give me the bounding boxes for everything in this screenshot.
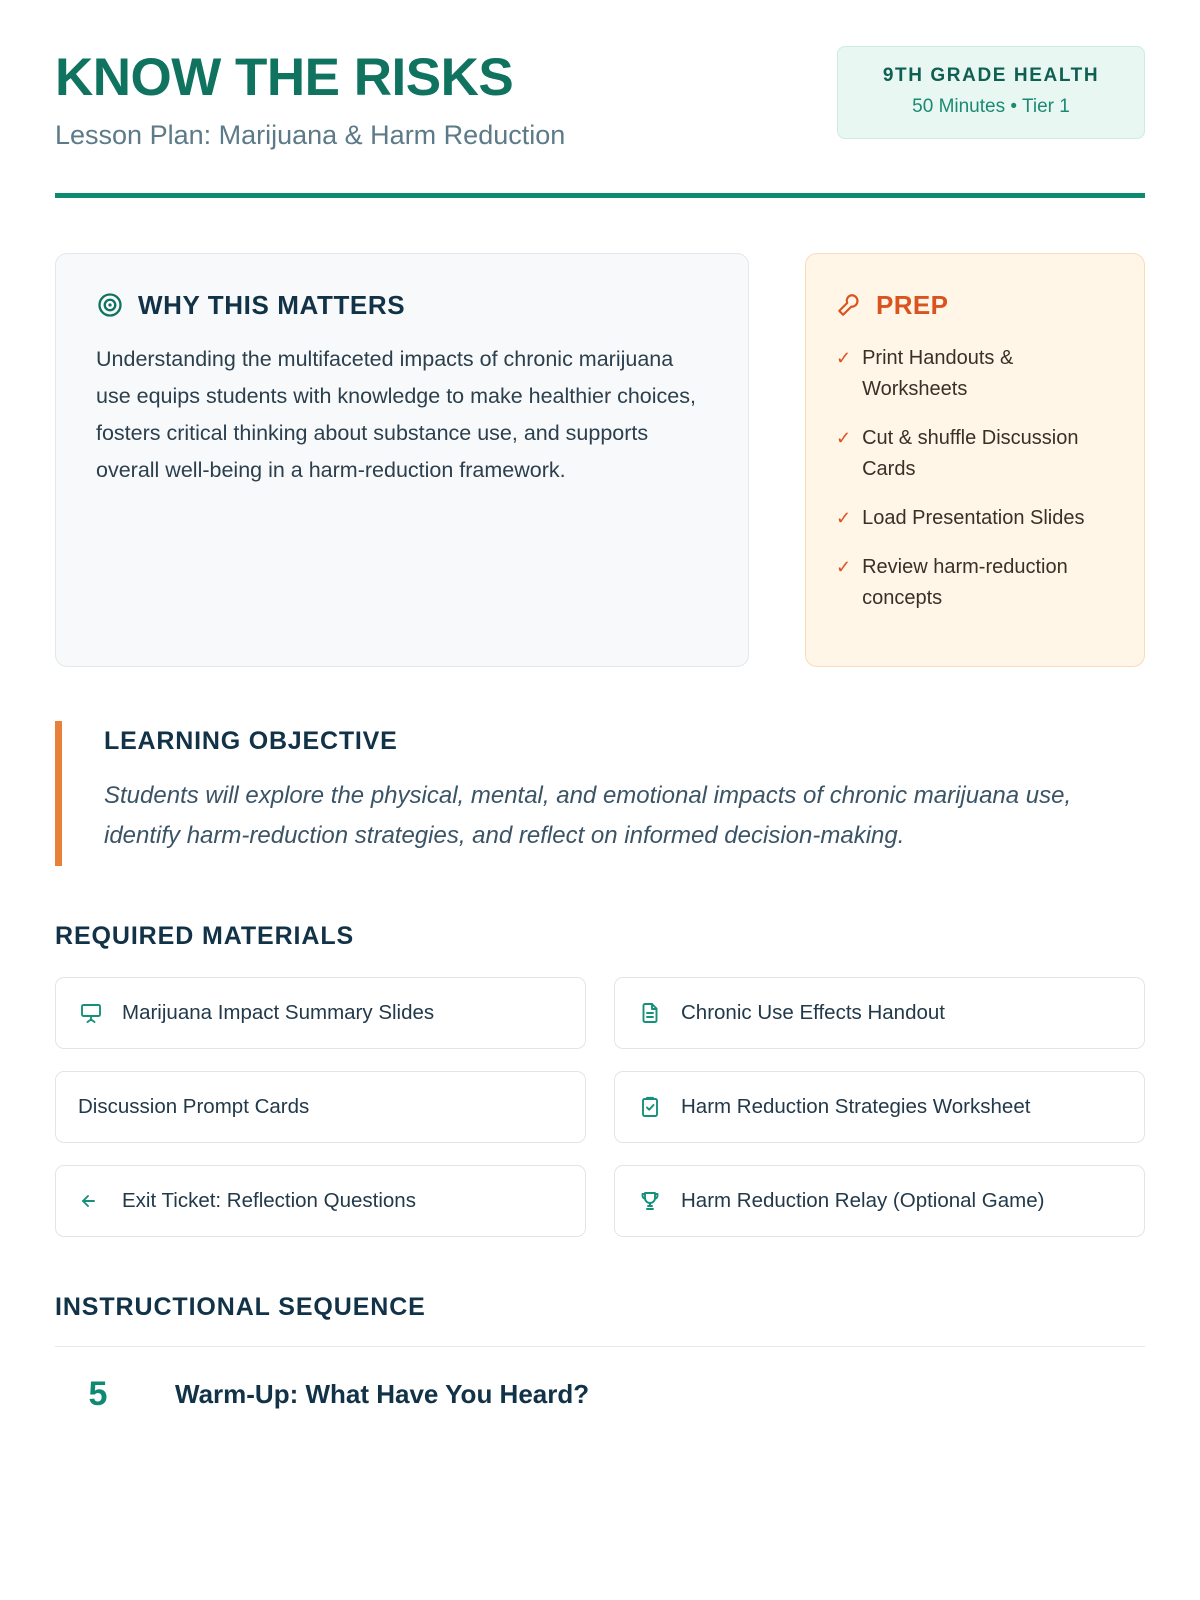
why-card-header (96, 290, 708, 321)
prep-item-label: Review harm-reduction concepts (862, 555, 1068, 609)
sequence-activity-name: Warm-Up: What Have You Heard? (175, 1379, 590, 1410)
material-label: Harm Reduction Strategies Worksheet (681, 1095, 1031, 1119)
prep-item (836, 552, 1114, 614)
material-item (614, 1165, 1145, 1237)
required-materials-grid (55, 977, 1145, 1237)
material-label: Harm Reduction Relay (Optional Game) (681, 1189, 1045, 1213)
check-icon: ✓ (836, 347, 852, 368)
presentation-icon (78, 1001, 104, 1025)
prep-item-label: Load Presentation Slides (862, 506, 1085, 529)
material-item (55, 1071, 586, 1143)
page-header (55, 46, 1145, 151)
check-icon: ✓ (836, 556, 852, 577)
prep-card-title: PREP (876, 289, 949, 320)
check-icon: ✓ (836, 427, 852, 448)
header-divider (55, 193, 1145, 198)
prep-item (836, 503, 1114, 534)
material-label: Chronic Use Effects Handout (681, 1001, 945, 1025)
instructional-sequence-title: INSTRUCTIONAL SEQUENCE (55, 1293, 426, 1322)
learning-objective-text: Students will explore the physical, mental, and emotional impacts of chronic marijuana use, identify harm-reduction strategies, and reflect on informed decision-making. (104, 781, 1072, 849)
arrow-back-icon (78, 1189, 104, 1213)
document-icon (637, 1001, 663, 1025)
prep-item (836, 423, 1114, 485)
prep-checklist (836, 343, 1114, 614)
wrench-icon (836, 292, 862, 318)
prep-item-label: Print Handouts & Worksheets (862, 346, 1014, 400)
target-icon (96, 291, 124, 319)
trophy-icon (637, 1189, 663, 1213)
material-label: Exit Ticket: Reflection Questions (122, 1189, 416, 1213)
badge-course-label: 9TH GRADE HEALTH (882, 65, 1100, 86)
badge-duration-label: 50 Minutes • Tier 1 (912, 96, 1070, 117)
header-text-block (55, 46, 565, 151)
why-card-body: Understanding the multifaceted impacts of chronic marijuana use equips students with knowledge to make healthier choices, fosters critical thinking about substance use, and supports overall well-being in a harm-reduction framework. (96, 346, 696, 482)
prep-item-label: Cut & shuffle Discussion Cards (862, 426, 1079, 480)
page-subtitle: Lesson Plan: Marijuana & Harm Reduction (55, 119, 566, 150)
why-this-matters-card (55, 253, 749, 667)
clipboard-check-icon (637, 1095, 663, 1119)
material-item (55, 977, 586, 1049)
material-item (55, 1165, 586, 1237)
learning-objective-label: LEARNING OBJECTIVE (104, 726, 398, 755)
overview-row (55, 253, 1145, 667)
check-icon: ✓ (836, 507, 852, 528)
prep-card (805, 253, 1145, 667)
material-label: Marijuana Impact Summary Slides (122, 1001, 435, 1025)
sequence-row (55, 1347, 1145, 1414)
course-badge (837, 46, 1145, 139)
material-item (614, 977, 1145, 1049)
why-card-title: WHY THIS MATTERS (138, 289, 406, 320)
prep-item (836, 343, 1114, 405)
material-label: Discussion Prompt Cards (78, 1095, 310, 1119)
material-item (614, 1071, 1145, 1143)
learning-objective-block (55, 721, 1145, 867)
page-title: KNOW THE RISKS (55, 48, 514, 107)
required-materials-title: REQUIRED MATERIALS (55, 922, 355, 951)
sequence-minutes: 5 (88, 1375, 108, 1414)
prep-card-header (836, 290, 1114, 321)
